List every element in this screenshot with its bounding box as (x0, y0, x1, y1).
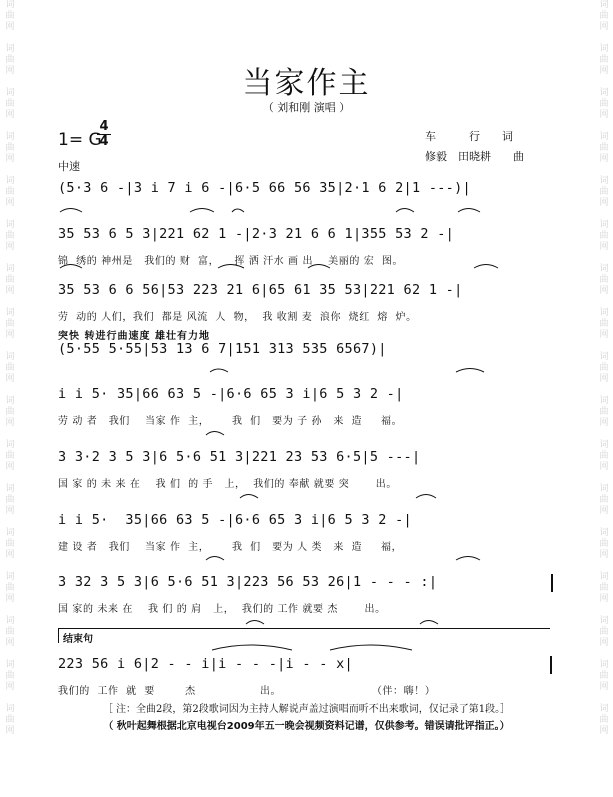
slur-arc (212, 645, 292, 650)
slur-arc (232, 209, 244, 212)
watermark-text: 词曲网 (5, 220, 15, 252)
ending-label: 结束句 (63, 634, 93, 645)
watermark-text: 词曲网 (5, 308, 15, 340)
watermark-text: 词曲网 (599, 220, 609, 252)
watermark-text: 词曲网 (599, 44, 609, 76)
notation-row: 3 3·2 3 5 3|6 5·6 51 3|221 23 53 6·5|5 ---| (58, 449, 421, 465)
notation-row: 223 56 i 6|2 - - i|i - - -|i - - x| (58, 656, 353, 672)
section-mark: 突快 转进行曲速度 雄壮有力地 (58, 331, 210, 342)
watermark-text: 词曲网 (5, 660, 15, 692)
tempo-mark: 中速 (58, 160, 80, 173)
watermark-text: 词曲网 (5, 528, 15, 560)
lyric-row: 劳 动的 人们，我们 都是 风流 人 物， 我 收割 麦 浪你 烧红 熔 炉。 (58, 312, 417, 323)
lyric-row: 我们的 工作 就 要 杰 出。 （伴：嗨！） (58, 686, 436, 697)
notation-row: (5·55 5·55|53 13 6 7|151 313 535 6567)| (58, 341, 387, 357)
composer-credit: 修毅 田晓耕 曲 (425, 150, 524, 163)
watermark-text: 词曲网 (599, 484, 609, 516)
lyricist-credit: 车 行 词 (425, 130, 513, 143)
slur-arc (474, 265, 498, 269)
watermark-text: 词曲网 (599, 660, 609, 692)
notation-row: i i 5· 35|66 63 5 -|6·6 65 3 i|6 5 3 2 -| (58, 386, 404, 402)
slur-arc (420, 621, 438, 625)
slur-arc (190, 209, 214, 213)
slur-arc (210, 369, 228, 372)
singer-credit: （ 刘和刚 演唱 ） (262, 101, 351, 114)
song-title: 当家作主 (242, 66, 371, 101)
key-signature: 1= G (58, 130, 102, 150)
notation-row: i i 5· 35|66 63 5 -|6·6 65 3 i|6 5 3 2 -| (58, 512, 412, 528)
slur-arc (206, 557, 224, 561)
watermark-text: 词曲网 (599, 264, 609, 296)
watermark-text: 词曲网 (5, 176, 15, 208)
watermark-text: 词曲网 (5, 616, 15, 648)
lyric-row: 国 家 的 未 来 在 我 们 的 手 上， 我们的 奉献 就要 突 出。 (58, 479, 398, 490)
notation-row: 3 32 3 5 3|6 5·6 51 3|223 56 53 26|1 - - - :| (58, 574, 438, 590)
slur-arc (246, 621, 264, 625)
lyric-row: 国 家的 未来 在 我 们 的 肩 上， 我们的 工作 就要 杰 出。 (58, 604, 386, 615)
watermark-text: 词曲网 (5, 440, 15, 472)
watermark-text: 词曲网 (599, 528, 609, 560)
watermark-text: 词曲网 (5, 572, 15, 604)
watermark-text: 词曲网 (5, 396, 15, 428)
source-note: （ 秋叶起舞根据北京电视台2009年五一晚会视频资料记谱，仅供参考。错误请批评指正。） (103, 721, 510, 732)
lyric-row: 建 设 者 我们 当家 作 主， 我 们 要为 人 类 来 造 福， (58, 542, 403, 553)
watermark-text: 词曲网 (5, 352, 15, 384)
slur-arc (218, 265, 244, 269)
watermark-text: 词曲网 (599, 176, 609, 208)
watermark-text: 词曲网 (5, 44, 15, 76)
watermark-text: 词曲网 (599, 616, 609, 648)
notation-row: (5·3 6 -|3 i 7 i 6 -|6·5 66 56 35|2·1 6 2|1 ---)| (58, 180, 471, 196)
watermark-text: 词曲网 (599, 396, 609, 428)
watermark-text: 词曲网 (5, 88, 15, 120)
watermark-text: 词曲网 (5, 0, 15, 32)
lyric-row: 锦 绣的 神州是 我们的 财 富， 挥 洒 汗水 画 出 美丽的 宏 图。 (58, 256, 404, 267)
slur-arc (456, 369, 484, 373)
footnote: ［ 注：全曲2段，第2段歌词因为主持人解说声盖过演唱而听不出来歌词，仅记录了第1段。］ (102, 704, 511, 715)
time-signature-bottom: 4 (99, 134, 109, 149)
watermark-text: 词曲网 (5, 264, 15, 296)
watermark-text: 词曲网 (599, 352, 609, 384)
slur-arc (458, 209, 480, 213)
slur-arc (330, 645, 412, 650)
watermark-text: 词曲网 (5, 132, 15, 164)
watermark-text: 词曲网 (599, 0, 609, 32)
slur-arc (240, 495, 258, 499)
slur-arc (60, 209, 82, 213)
slur-arc (416, 495, 436, 499)
watermark-text: 词曲网 (5, 704, 15, 736)
lyric-row: 劳 动 者 我们 当家 作 主， 我 们 要为 子 孙 来 造 福。 (58, 416, 403, 427)
slur-arc (60, 265, 82, 269)
watermark-text: 词曲网 (599, 572, 609, 604)
time-signature-top: 4 (99, 119, 109, 134)
slur-arc (396, 209, 414, 213)
watermark-text: 词曲网 (599, 308, 609, 340)
slur-arc (456, 557, 480, 561)
watermark-text: 词曲网 (5, 484, 15, 516)
slur-arc (308, 265, 330, 269)
notation-row: 35 53 6 6 56|53 223 21 6|65 61 35 53|221 62 1 -| (58, 282, 463, 298)
watermark-text: 词曲网 (599, 704, 609, 736)
watermark-text: 词曲网 (599, 88, 609, 120)
watermark-text: 词曲网 (599, 440, 609, 472)
notation-row: 35 53 6 5 3|221 62 1 -|2·3 21 6 6 1|355 53 2 -| (58, 226, 455, 242)
slur-arc (206, 432, 224, 436)
watermark-text: 词曲网 (599, 132, 609, 164)
